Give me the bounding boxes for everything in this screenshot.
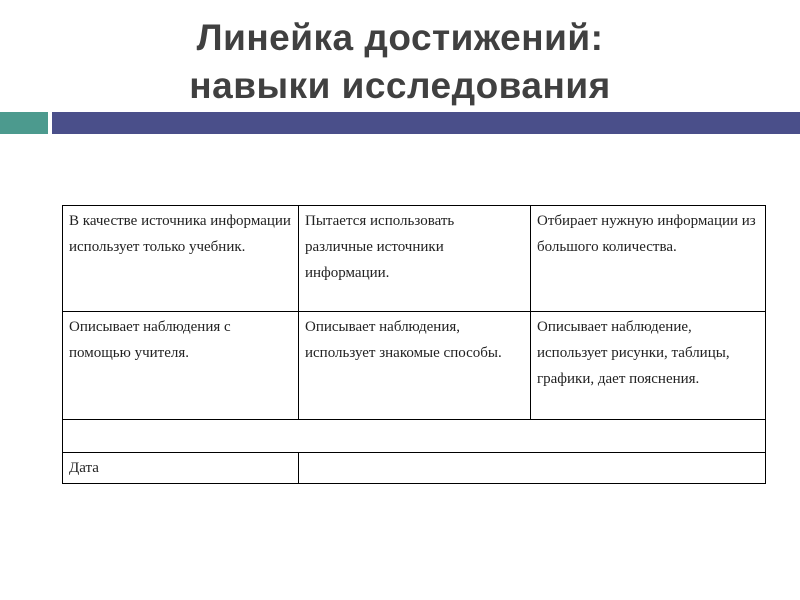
table-cell: Отбирает нужную информации из большого количества.	[531, 206, 766, 312]
table-cell: Описывает наблюдение, использует рисунки, таблицы, графики, дает пояснения.	[531, 312, 766, 420]
slide-title	[0, 14, 800, 110]
table-cell: Описывает наблюдения, использует знакомые способы.	[299, 312, 531, 420]
date-value-cell	[299, 453, 766, 484]
table-cell: В качестве источника информации использует только учебник.	[63, 206, 299, 312]
date-label-cell: Дата	[63, 453, 299, 484]
accent-bar-left	[0, 112, 48, 134]
achievement-table-wrapper	[62, 205, 765, 484]
title-line-1: Линейка достижений:	[196, 17, 604, 58]
table-row-empty	[63, 420, 766, 453]
achievement-table	[62, 205, 766, 484]
table-cell: Пытается использовать различные источники информации.	[299, 206, 531, 312]
title-line-2: навыки исследования	[189, 65, 611, 106]
table-row-date	[63, 453, 766, 484]
table-cell: Описывает наблюдения с помощью учителя.	[63, 312, 299, 420]
empty-merged-cell	[63, 420, 766, 453]
table-row	[63, 206, 766, 312]
accent-bar-right	[52, 112, 800, 134]
table-row	[63, 312, 766, 420]
